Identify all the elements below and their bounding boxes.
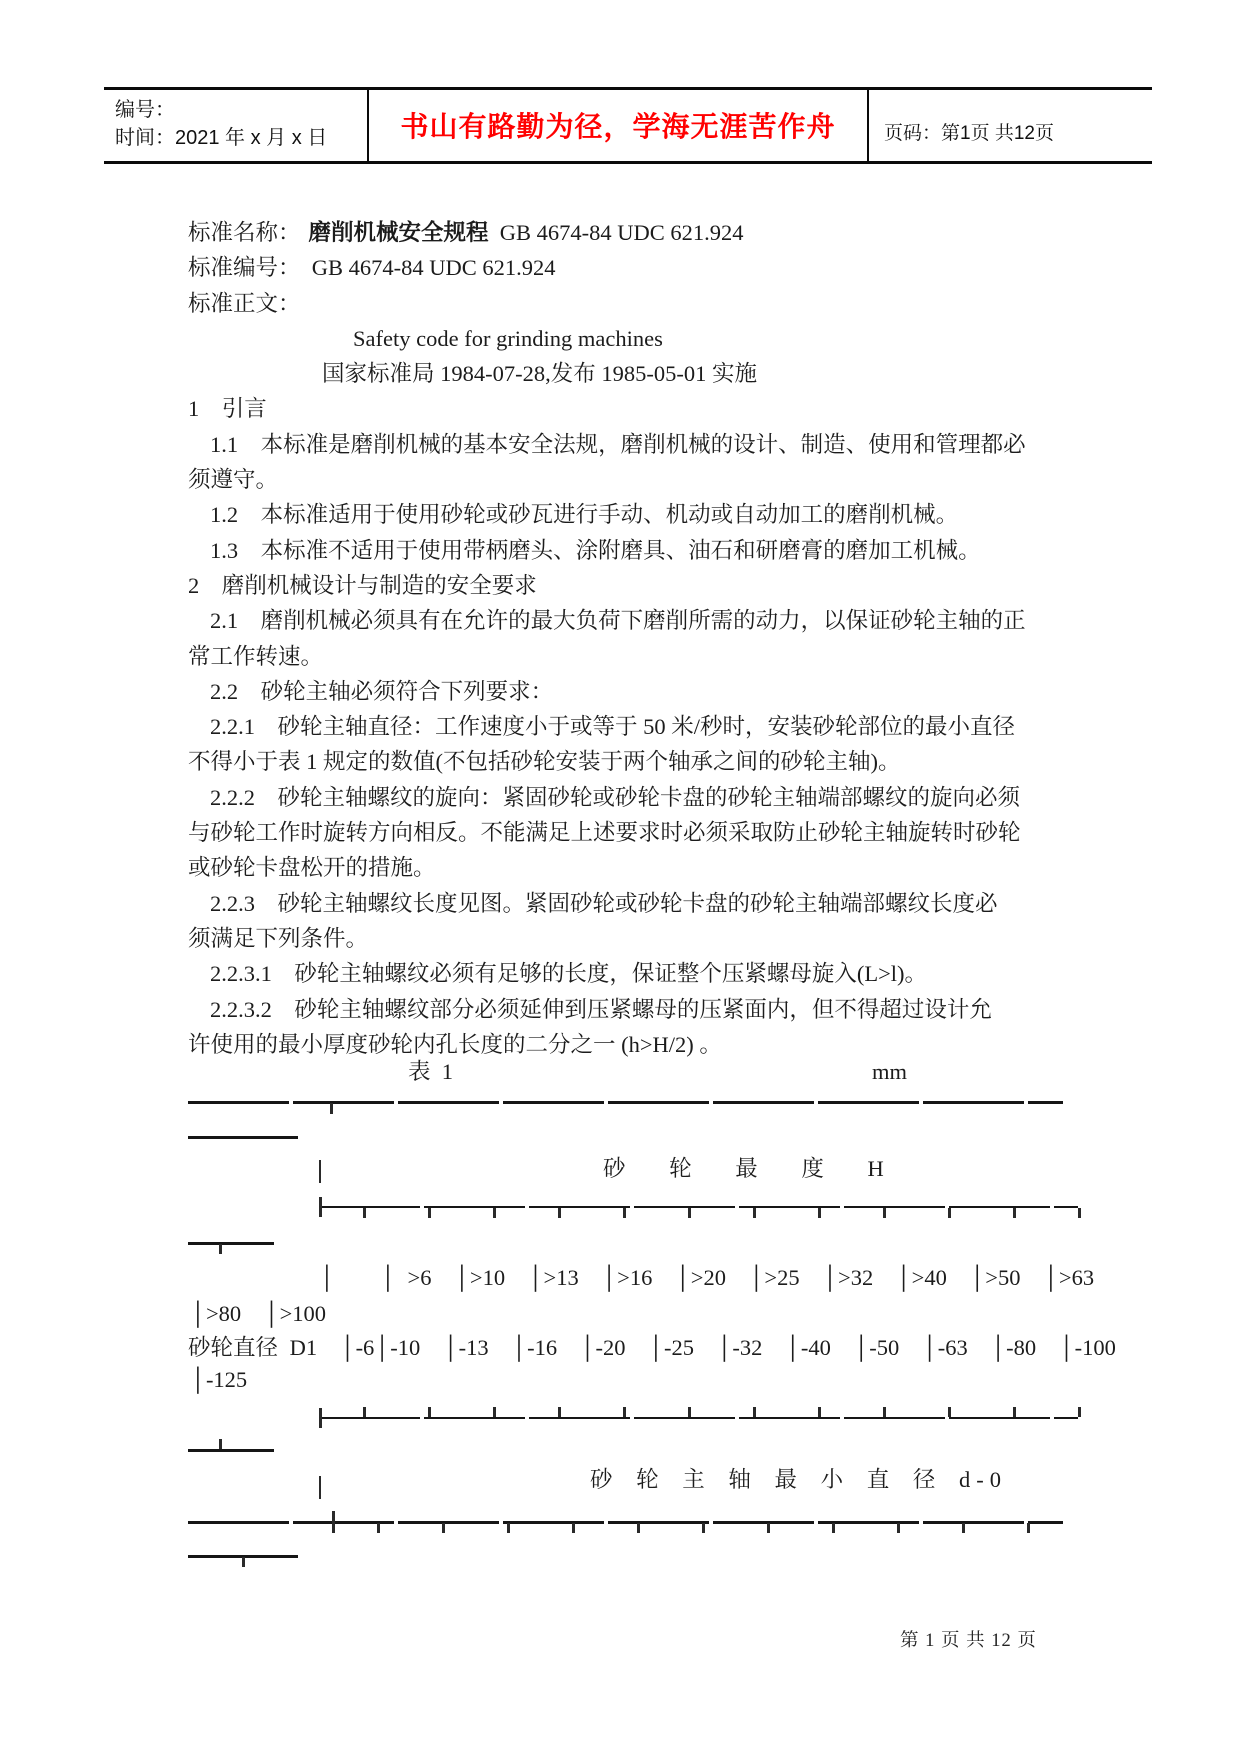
table-stub-3 (188, 1449, 274, 1452)
clause-2-2-1-cont: 不得小于表 1 规定的数值(不包括砂轮安装于两个轴承之间的砂轮主轴)。 (188, 749, 901, 775)
table-stub-2-tick (219, 1244, 222, 1254)
standard-name-label: 标准名称： (188, 220, 301, 245)
document-body (188, 215, 1083, 1062)
header-divider-right (867, 89, 869, 161)
clause-2-2-3-1: 2.2.3.1 砂轮主轴螺纹必须有足够的长度，保证整个压紧螺母旋入(L>l)。 (210, 961, 928, 987)
clause-2-1: 2.1 磨削机械必须具有在允许的最大负荷下磨削所需的动力，以保证砂轮主轴的正 (210, 608, 1026, 634)
clause-2-2-2-cont2: 或砂轮卡盘松开的措施。 (188, 855, 436, 881)
standard-name-title: 磨削机械安全规程 (308, 220, 489, 245)
section-1-heading: 1 引言 (188, 396, 267, 422)
standard-name-code: GB 4674-84 UDC 621.924 (488, 220, 744, 245)
table-rule-bottom (188, 1521, 1063, 1524)
english-title: Safety code for grinding machines (353, 325, 663, 351)
header-top-border (104, 87, 1152, 90)
table-row-h-values: │ │ >6 │>10 │>13 │>16 │>20 │>25 │>32 │>40 │>50 │>63 (319, 1265, 1095, 1290)
table-row-d1: 砂轮直径 D1 │-6│-10 │-13 │-16 │-20 │-25 │-32 │-40 │-50 │-63 │-80 │-100 (188, 1335, 1116, 1360)
header-time-label: 时间：2021 年 x 月 x 日 (115, 127, 328, 149)
header-page-label: 页码：第1页 共12页 (884, 123, 1054, 144)
clause-1-1-cont: 须遵守。 (188, 467, 279, 493)
clause-1-1: 1.1 本标准是磨削机械的基本安全法规，磨削机械的设计、制造、使用和管理都必 (210, 431, 1026, 457)
clause-2-2-3-2: 2.2.3.2 砂轮主轴螺纹部分必须延伸到压紧螺母的压紧面内，但不得超过设计允 (210, 996, 992, 1022)
table-stub-2 (188, 1242, 274, 1245)
table-stub-3-tick (219, 1439, 222, 1449)
standard-body-label: 标准正文： (188, 290, 301, 316)
table-rule-top-tick (330, 1103, 333, 1114)
table-header-h: 砂 轮 最 度 H (603, 1156, 900, 1181)
standard-number-line: 标准编号： GB 4674-84 UDC 621.924 (188, 255, 556, 281)
clause-1-3: 1.3 本标准不适用于使用带柄磨头、涂附磨具、油石和研磨膏的磨加工机械。 (210, 537, 981, 563)
table-vbar-h (319, 1160, 321, 1183)
clause-2-2-3: 2.2.3 砂轮主轴螺纹长度见图。紧固砂轮或砂轮卡盘的砂轮主轴端部螺纹长度必 (210, 890, 998, 916)
header-number-label: 编号： (115, 99, 175, 121)
clause-2-2: 2.2 砂轮主轴必须符合下列要求： (210, 678, 554, 704)
issue-line: 国家标准局 1984-07-28,发布 1985-05-01 实施 (322, 361, 757, 387)
table-vbar-d0 (319, 1476, 321, 1499)
table-row-h-wrap: │>80 │>100 (190, 1301, 327, 1326)
clause-2-2-3-cont: 须满足下列条件。 (188, 925, 369, 951)
table-stub-4-tick (242, 1557, 245, 1567)
footer-page-indicator: 第 1 页 共 12 页 (900, 1631, 1037, 1651)
clause-2-2-2-cont1: 与砂轮工作时旋转方向相反。不能满足上述要求时必须采取防止砂轮主轴旋转时砂轮 (188, 820, 1021, 846)
clause-1-2: 1.2 本标准适用于使用砂轮或砂瓦进行手动、机动或自动加工的磨削机械。 (210, 502, 959, 528)
table-stub-1 (188, 1136, 298, 1139)
clause-2-2-2: 2.2.2 砂轮主轴螺纹的旋向：紧固砂轮或砂轮卡盘的砂轮主轴端部螺纹的旋向必须 (210, 784, 1021, 810)
clause-2-1-cont: 常工作转速。 (188, 643, 324, 669)
table-header-d0: 砂 轮 主 轴 最 小 直 径 d-0 (590, 1467, 1007, 1492)
header-motto: 书山有路勤为径，学海无涯苦作舟 (400, 111, 836, 142)
standard-name-line (188, 215, 1083, 250)
table-caption: 表 1 (408, 1059, 454, 1084)
section-2-heading: 2 磨削机械设计与制造的安全要求 (188, 572, 537, 598)
clause-2-2-3-2-cont: 许使用的最小厚度砂轮内孔长度的二分之一 (h>H/2) 。 (188, 1031, 722, 1057)
table-rule-bottom-cross (332, 1511, 335, 1533)
clause-2-2-1: 2.2.1 砂轮主轴直径：工作速度小于或等于 50 米/秒时，安装砂轮部位的最小直径 (210, 714, 1016, 740)
header-bottom-border (104, 161, 1152, 164)
table-unit: mm (872, 1059, 908, 1084)
table-rule-top (188, 1101, 1063, 1104)
table-row-d1-wrap: │-125 (190, 1367, 248, 1392)
